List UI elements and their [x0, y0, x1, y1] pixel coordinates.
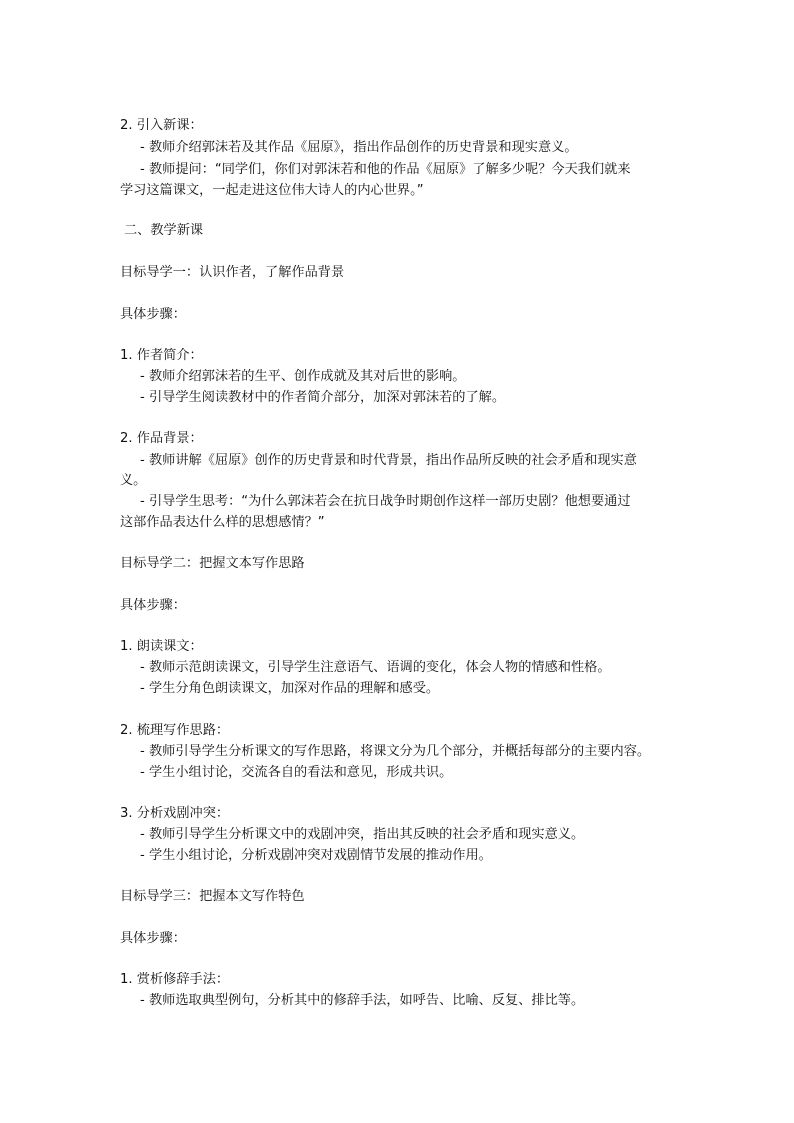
goal-2-step-3-item-2: - 学生小组讨论，分析戏剧冲突对戏剧情节发展的推动作用。	[140, 848, 492, 863]
intro-heading: 2. 引入新课：	[120, 118, 203, 133]
intro-item-2-line-1: - 教师提问：“同学们，你们对郭沫若和他的作品《屈原》了解多少呢？今天我们就来	[140, 162, 631, 177]
goal-3-step-1-heading: 1. 赏析修辞手法：	[120, 972, 230, 987]
goal-1-step-2-item-1-line-1: - 教师讲解《屈原》创作的历史背景和时代背景，指出作品所反映的社会矛盾和现实意	[140, 453, 637, 468]
goal-3-title: 目标导学三：把握本文写作特色	[120, 889, 305, 904]
goal-2-step-3-heading: 3. 分析戏剧冲突：	[120, 806, 230, 821]
goal-1-step-1-item-1: - 教师介绍郭沫若的生平、创作成就及其对后世的影响。	[140, 369, 466, 384]
goal-2-step-1-item-1: - 教师示范朗读课文，引导学生注意语气、语调的变化，体会人物的情感和性格。	[140, 660, 611, 675]
goal-1-step-2-item-2-line-1: - 引导学生思考：“为什么郭沫若会在抗日战争时期创作这样一部历史剧？他想要通过	[140, 494, 631, 509]
goal-2-step-1-heading: 1. 朗读课文：	[120, 639, 203, 654]
goal-3-step-1-item-1: - 教师选取典型例句，分析其中的修辞手法，如呼告、比喻、反复、排比等。	[140, 993, 585, 1008]
goal-1-step-1-item-2: - 引导学生阅读教材中的作者简介部分，加深对郭沫若的了解。	[140, 390, 506, 405]
intro-item-1: - 教师介绍郭沫若及其作品《屈原》，指出作品创作的历史背景和现实意义。	[140, 140, 578, 155]
goal-2-step-2-heading: 2. 梳理写作思路：	[120, 723, 230, 738]
goal-3-steps-label: 具体步骤：	[120, 931, 186, 946]
goal-2-step-2-item-1: - 教师引导学生分析课文的写作思路，将课文分为几个部分，并概括每部分的主要内容。	[140, 744, 651, 759]
goal-2-title: 目标导学二：把握文本写作思路	[120, 556, 305, 571]
goal-1-step-2-heading: 2. 作品背景：	[120, 431, 203, 446]
goal-1-step-2-item-2-line-2: 这部作品表达什么样的思想感情？”	[120, 515, 325, 530]
goal-2-step-2-item-2: - 学生小组讨论，交流各自的看法和意见，形成共识。	[140, 765, 453, 780]
section-2-title: 二、教学新课	[124, 223, 204, 238]
goal-1-title: 目标导学一：认识作者，了解作品背景	[120, 265, 345, 280]
goal-1-step-1-heading: 1. 作者简介：	[120, 348, 203, 363]
goal-2-steps-label: 具体步骤：	[120, 598, 186, 613]
goal-2-step-3-item-1: - 教师引导学生分析课文中的戏剧冲突，指出其反映的社会矛盾和现实意义。	[140, 827, 585, 842]
goal-2-step-1-item-2: - 学生分角色朗读课文，加深对作品的理解和感受。	[140, 681, 440, 696]
goal-1-steps-label: 具体步骤：	[120, 307, 186, 322]
goal-1-step-2-item-1-line-2: 义。	[120, 473, 147, 488]
intro-item-2-line-2: 学习这篇课文，一起走进这位伟大诗人的内心世界。”	[120, 183, 424, 198]
